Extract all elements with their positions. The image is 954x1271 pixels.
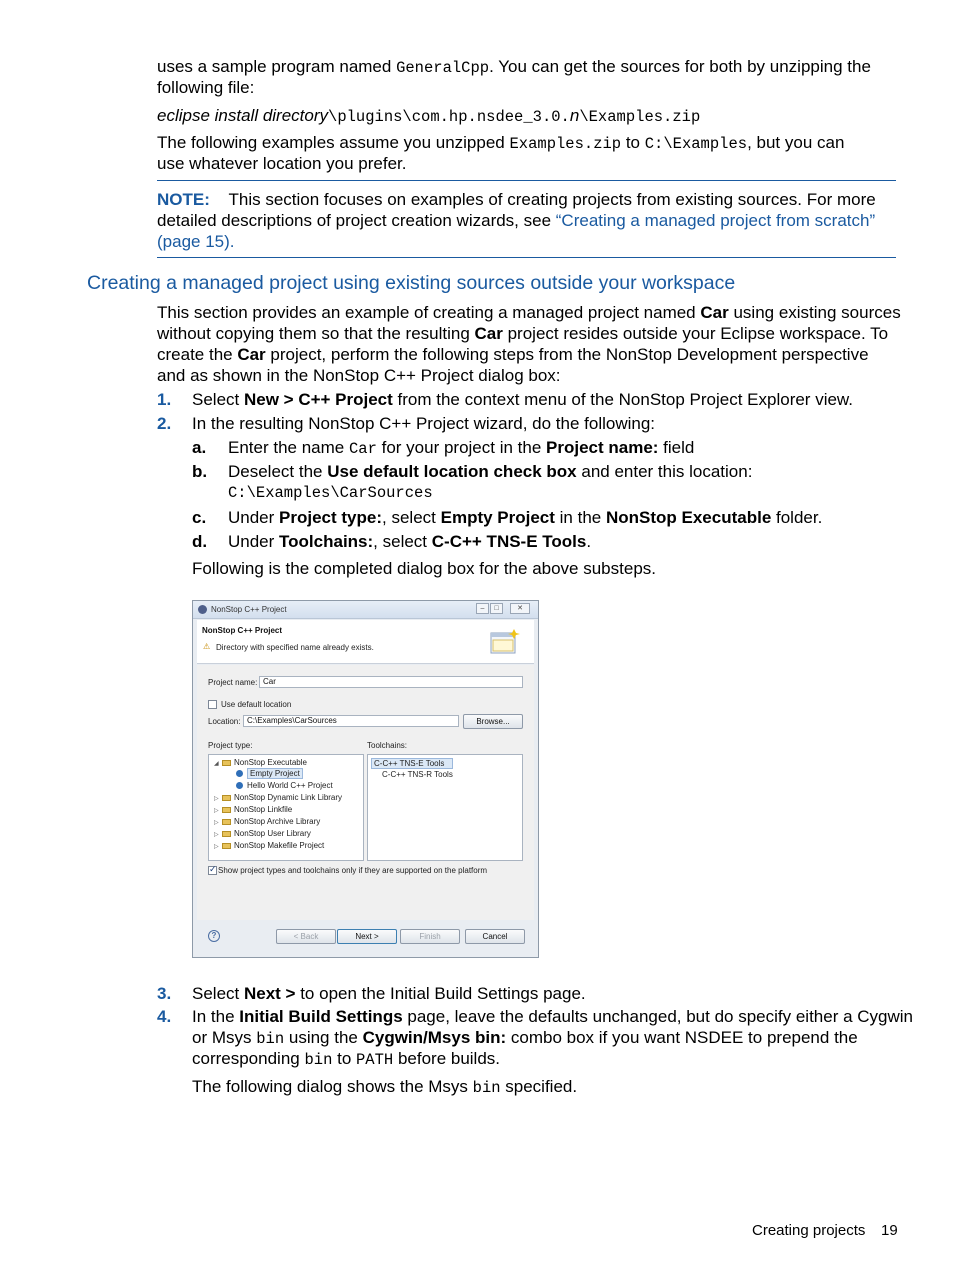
note-top-rule: [157, 180, 896, 181]
substep-d-text: Under Toolchains:, select C-C++ TNS-E Tools.: [228, 532, 592, 551]
warning-message: Directory with specified name already exists.: [216, 643, 374, 652]
following-text: Following is the completed dialog box for the above substeps.: [192, 559, 656, 578]
tree-item-empty-project[interactable]: Empty Project: [236, 769, 303, 778]
section-para-line-4: and as shown in the NonStop C++ Project dialog box:: [157, 366, 561, 385]
use-default-location-checkbox[interactable]: [208, 700, 217, 709]
substep-b-location: C:\Examples\CarSources: [228, 484, 433, 502]
toolchains-list[interactable]: [367, 754, 523, 861]
expand-arrow-icon: ◢: [214, 761, 219, 767]
next-button[interactable]: Next >: [337, 929, 397, 944]
note-bottom-rule: [157, 257, 896, 258]
project-name-label: Project name:: [208, 678, 258, 687]
substep-c-text: Under Project type:, select Empty Project in the NonStop Executable folder.: [228, 508, 823, 527]
show-supported-checkbox[interactable]: [208, 866, 217, 875]
note-link-page[interactable]: (page 15): [157, 232, 230, 251]
section-para-line-3: create the Car project, perform the following steps from the NonStop Development perspective: [157, 345, 869, 364]
dialog-titlebar: [193, 601, 538, 619]
project-type-tree[interactable]: [208, 754, 364, 861]
tree-item-linkfile[interactable]: ▷ NonStop Linkfile: [214, 805, 293, 814]
nonstop-project-dialog: [192, 600, 539, 958]
section-heading: Creating a managed project using existing sources outside your workspace: [87, 272, 736, 294]
substep-label: c.: [192, 508, 207, 527]
page-number: 19: [881, 1222, 898, 1239]
intro-line-3: The following examples assume you unzipped Examples.zip to C:\Examples, but you can: [157, 133, 845, 153]
substep-a-text: Enter the name Car for your project in the Project name: field: [228, 438, 695, 458]
section-para-line-1: This section provides an example of creating a managed project named Car using existing sources: [157, 303, 901, 322]
close-icon[interactable]: ✕: [510, 603, 530, 614]
note-link[interactable]: “Creating a managed project from scratch”: [555, 211, 876, 230]
folder-icon: [222, 760, 231, 766]
browse-button[interactable]: Browse...: [463, 714, 523, 729]
section-para-line-2: without copying them so that the resulting Car project resides outside your Eclipse workspace. To: [157, 324, 889, 343]
toolchains-label: Toolchains:: [367, 741, 408, 750]
dialog-header-title: NonStop C++ Project: [202, 626, 283, 635]
cancel-button[interactable]: Cancel: [465, 929, 525, 944]
note-line-1: NOTE: This section focuses on examples of creating projects from existing sources. For more: [157, 190, 876, 209]
note-line-3: (page 15).: [157, 232, 235, 251]
folder-icon: [222, 819, 231, 825]
use-default-location-label: Use default location: [221, 700, 292, 709]
folder-icon: [222, 795, 231, 801]
substep-b-text: Deselect the Use default location check box and enter this location:: [228, 462, 753, 481]
wizard-banner-icon: [490, 628, 520, 656]
step-4-line-3: corresponding bin to PATH before builds.: [192, 1049, 501, 1069]
tree-item-nonstop-executable[interactable]: ◢ NonStop Executable: [214, 758, 307, 767]
step-number: 4.: [157, 1007, 172, 1026]
step-number: 2.: [157, 414, 172, 433]
note-line-2: detailed descriptions of project creation wizards, see “Creating a managed project from scratch”: [157, 211, 876, 230]
maximize-icon[interactable]: □: [490, 603, 503, 614]
step-4-line-1: In the Initial Build Settings page, leave the defaults unchanged, but do specify either a Cygwin: [192, 1007, 914, 1026]
step-3-text: Select Next > to open the Initial Build Settings page.: [192, 984, 586, 1003]
toolchain-tns-e[interactable]: C-C++ TNS-E Tools: [371, 758, 453, 769]
location-label: Location:: [208, 717, 241, 726]
step-number: 3.: [157, 984, 172, 1003]
tree-item-hello-world[interactable]: Hello World C++ Project: [236, 781, 333, 790]
show-supported-label: Show project types and toolchains only if they are supported on the platform: [218, 866, 488, 875]
collapse-arrow-icon: ▷: [214, 820, 219, 826]
tree-item-dll[interactable]: ▷ NonStop Dynamic Link Library: [214, 793, 343, 802]
collapse-arrow-icon: ▷: [214, 808, 219, 814]
toolchain-tns-r[interactable]: C-C++ TNS-R Tools: [382, 770, 453, 779]
collapse-arrow-icon: ▷: [214, 796, 219, 802]
note-label: NOTE:: [157, 190, 210, 209]
folder-icon: [222, 831, 231, 837]
dialog-body: [197, 665, 534, 920]
app-icon: [198, 605, 207, 614]
step-2-text: In the resulting NonStop C++ Project wizard, do the following:: [192, 414, 656, 433]
footer-section: Creating projects: [752, 1222, 866, 1239]
project-name-input[interactable]: Car: [259, 676, 523, 688]
project-icon: [236, 782, 243, 789]
zip-path: eclipse install directory\plugins\com.hp.nsdee_3.0.n\Examples.zip: [157, 106, 701, 126]
intro-line-4: use whatever location you prefer.: [157, 154, 407, 173]
collapse-arrow-icon: ▷: [214, 832, 219, 838]
substep-label: d.: [192, 532, 208, 551]
dialog-window-title: NonStop C++ Project: [211, 605, 287, 614]
folder-icon: [222, 807, 231, 813]
substep-label: a.: [192, 438, 207, 457]
collapse-arrow-icon: ▷: [214, 844, 219, 850]
step-number: 1.: [157, 390, 172, 409]
project-icon: [236, 770, 243, 777]
msys-text: The following dialog shows the Msys bin specified.: [192, 1077, 578, 1097]
intro-line-1: uses a sample program named GeneralCpp. You can get the sources for both by unzipping the: [157, 57, 871, 77]
substep-label: b.: [192, 462, 208, 481]
folder-icon: [222, 843, 231, 849]
back-button[interactable]: < Back: [276, 929, 336, 944]
step-4-line-2: or Msys bin using the Cygwin/Msys bin: combo box if you want NSDEE to prepend the: [192, 1028, 858, 1048]
minimize-icon[interactable]: –: [476, 603, 489, 614]
finish-button[interactable]: Finish: [400, 929, 460, 944]
intro-line-2: following file:: [157, 78, 255, 97]
tree-item-archive[interactable]: ▷ NonStop Archive Library: [214, 817, 321, 826]
tree-item-user-library[interactable]: ▷ NonStop User Library: [214, 829, 311, 838]
warning-icon: ⚠: [203, 642, 211, 651]
step-1-text: Select New > C++ Project from the context menu of the NonStop Project Explorer view.: [192, 390, 853, 409]
location-input[interactable]: C:\Examples\CarSources: [243, 715, 459, 727]
help-icon[interactable]: ?: [208, 930, 220, 942]
tree-item-makefile[interactable]: ▷ NonStop Makefile Project: [214, 841, 325, 850]
project-type-label: Project type:: [208, 741, 253, 750]
dialog-header: [197, 620, 534, 664]
